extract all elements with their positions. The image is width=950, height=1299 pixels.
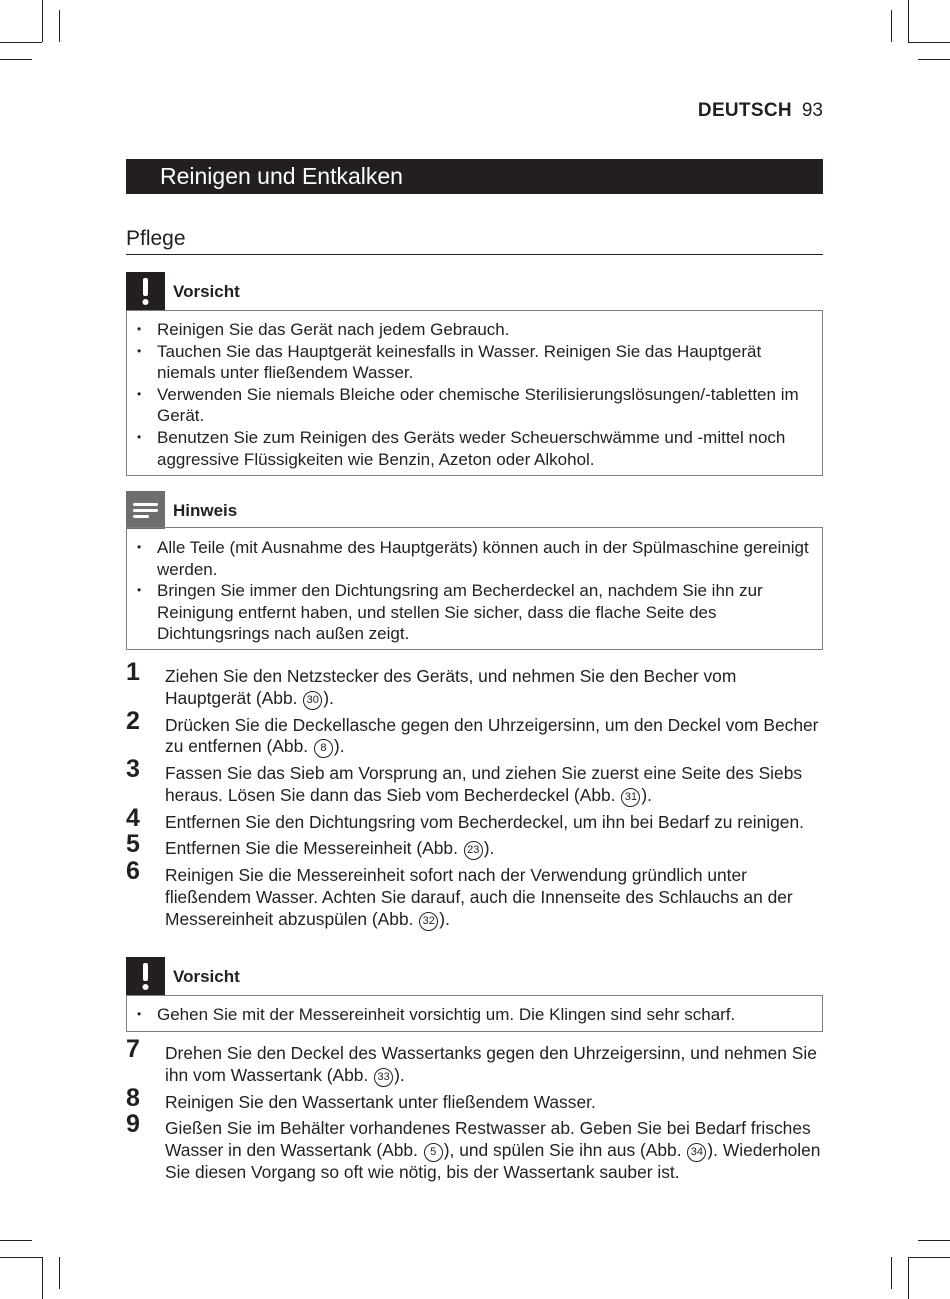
- running-header: [698, 100, 823, 122]
- exclamation-icon: [126, 272, 165, 310]
- step-list: [126, 658, 823, 936]
- step-item: 4 Entfernen Sie den Dichtungsring vom Becherdeckel, um ihn bei Bedarf zu reinigen.: [126, 803, 804, 832]
- figure-ref: 30: [303, 691, 322, 710]
- list-item: • Bringen Sie immer den Dichtungsring am Becherdeckel an, nachdem Sie ihn zur Reinigung entfernt haben, und stellen Sie sicher, dass die flache Seite des Dichtungsrings nach außen zeigt.: [137, 581, 763, 644]
- figure-ref: 5: [424, 1143, 443, 1162]
- crop-mark: [908, 1257, 950, 1258]
- crop-mark: [891, 1257, 892, 1289]
- note-box: [126, 527, 823, 650]
- figure-ref: 8: [314, 739, 333, 758]
- page-number: 93: [801, 100, 823, 121]
- crop-mark: [42, 1257, 43, 1299]
- step-item: 2 Drücken Sie die Deckellasche gegen den Uhrzeigersinn, um den Deckel vom Becher zu entfernen (Abb. 8 ).: [126, 706, 819, 757]
- step-item: 6 Reinigen Sie die Messereinheit sofort nach der Verwendung gründlich unter fließendem Wasser. Achten Sie darauf, auch die Innenseite des Schlauchs an der Messereinheit abzuspülen (Abb. 32 ).: [126, 857, 793, 929]
- list-item: • Alle Teile (mit Ausnahme des Hauptgeräts) können auch in der Spülmaschine gereinigt werden.: [137, 538, 809, 579]
- step-item: 1 Ziehen Sie den Netzstecker des Geräts, und nehmen Sie den Becher vom Hauptgerät (Abb. 30 ).: [126, 658, 737, 708]
- note-icon: [126, 491, 165, 529]
- list-item: • Tauchen Sie das Hauptgerät keinesfalls in Wasser. Reinigen Sie das Hauptgerät niemals unter fließendem Wasser.: [137, 341, 762, 383]
- list-item: • Reinigen Sie das Gerät nach jedem Gebrauch.: [137, 320, 510, 339]
- crop-mark: [908, 42, 950, 43]
- step-item: 7 Drehen Sie den Deckel des Wassertanks gegen den Uhrzeigersinn, und nehmen Sie ihn vom Wassertank (Abb. 33 ).: [126, 1035, 817, 1085]
- step-item: 9 Gießen Sie im Behälter vorhandenes Restwasser ab. Geben Sie bei Bedarf frisches Wasser in den Wassertank (Abb. 5 ), und spülen Sie ihn aus (Abb. 34 ). Wiederholen Sie diesen Vorgang so oft wie nötig, bis der Wassertank sauber ist.: [126, 1110, 821, 1182]
- crop-mark: [908, 0, 909, 42]
- crop-mark: [42, 0, 43, 42]
- figure-ref: 34: [687, 1143, 706, 1162]
- caution-label: Vorsicht: [173, 967, 240, 986]
- crop-mark: [0, 1257, 42, 1258]
- crop-mark: [0, 42, 42, 43]
- caution-label: Vorsicht: [173, 282, 240, 301]
- step-item: 5 Entfernen Sie die Messereinheit (Abb. 23 ).: [126, 830, 495, 859]
- subsection-title: Pflege: [126, 227, 823, 255]
- figure-ref: 33: [374, 1068, 393, 1087]
- exclamation-icon: [126, 957, 165, 995]
- crop-mark: [918, 59, 950, 60]
- crop-mark: [59, 10, 60, 42]
- caution-box: [126, 995, 823, 1032]
- list-item: • Gehen Sie mit der Messereinheit vorsichtig um. Die Klingen sind sehr scharf.: [137, 1005, 736, 1024]
- figure-ref: 32: [419, 912, 438, 931]
- list-item: • Benutzen Sie zum Reinigen des Geräts weder Scheuerschwämme und -mittel noch aggressive Flüssigkeiten wie Benzin, Azeton oder Alkohol.: [137, 427, 786, 469]
- note-label: Hinweis: [173, 501, 238, 520]
- crop-mark: [59, 1257, 60, 1289]
- crop-mark: [908, 1257, 909, 1299]
- step-list: [126, 1035, 823, 1188]
- language-label: DEUTSCH: [697, 100, 792, 121]
- crop-mark: [0, 1240, 32, 1241]
- section-title: Reinigen und Entkalken: [126, 159, 823, 194]
- step-item: 8 Reinigen Sie den Wassertank unter fließendem Wasser.: [126, 1083, 596, 1112]
- crop-mark: [918, 1240, 950, 1241]
- step-item: 3 Fassen Sie das Sieb am Vorsprung an, und ziehen Sie zuerst eine Seite des Siebs heraus. Lösen Sie dann das Sieb vom Becherdeckel (Abb. 31 ).: [126, 755, 803, 805]
- figure-ref: 23: [464, 841, 483, 860]
- crop-mark: [0, 59, 32, 60]
- figure-ref: 31: [621, 788, 640, 807]
- caution-box: [126, 310, 823, 476]
- crop-mark: [891, 10, 892, 42]
- list-item: • Verwenden Sie niemals Bleiche oder chemische Sterilisierungslösungen/-tabletten im Gerät.: [137, 384, 799, 426]
